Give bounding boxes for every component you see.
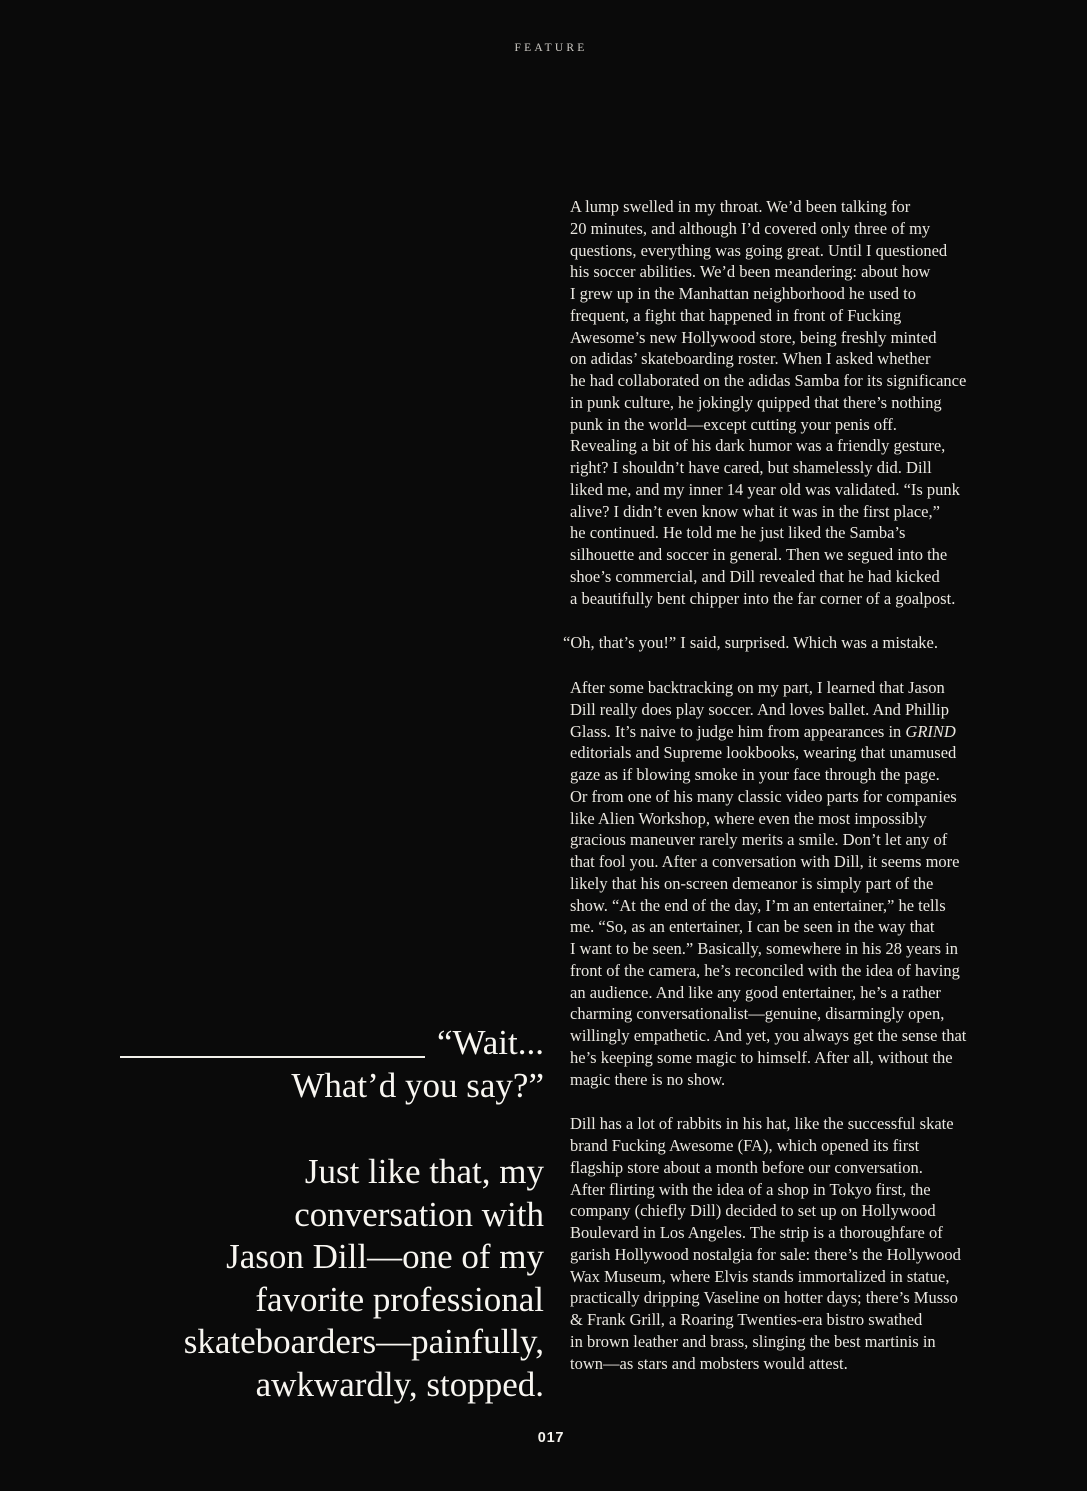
body-paragraph: “Oh, that’s you!” I said, surprised. Which was a mistake. [563, 633, 938, 653]
article-body [563, 196, 1010, 1397]
pull-quote-rule [120, 1056, 425, 1058]
body-paragraph: After some backtracking on my part, I learned that Jason Dill really does play soccer. And loves ballet. And Phillip Glass. It’s naive to judge him from appearances in GRIND editorials and Supreme lookbooks, wearing that unamused gaze as if blowing smoke in your face through the page. Or from one of his many classic video parts for companies like Alien Workshop, where even the most impossibly gracious maneuver rarely merits a smile. Don’t let any of that fool you. After a conversation with Dill, it seems more likely that his on-screen demeanor is simply part of the show. “At the end of the day, I’m an entertainer,” he tells me. “So, as an entertainer, I can be seen in the way that I want to be seen.” Basically, somewhere in his 28 years in front of the camera, he’s reconciled with the idea of having an audience. And like any good entertainer, he’s a rather charming conversationalist—genuine, disarmingly open, willingly empathetic. And yet, you always get the sense that he’s keeping some magic to himself. After all, without the magic there is no show. [570, 678, 967, 1089]
page-number: 017 [537, 1430, 565, 1446]
pull-quote-text: “Wait... What’d you say?” [291, 1023, 544, 1105]
body-paragraph: Dill has a lot of rabbits in his hat, like the successful skate brand Fucking Awesome (FA), which opened its first flagship store about a month before our conversation. After flirting with the idea of a shop in Tokyo first, the company (chiefly Dill) decided to set up on Hollywood Boulevard in Los Angeles. The strip is a thoroughfare of garish Hollywood nostalgia for sale: there’s the Hollywood Wax Museum, where Elvis stands immortalized in statue, practically dripping Vaseline on hotter days; there’s Musso & Frank Grill, a Roaring Twenties-era bistro swathed in brown leather and brass, slinging the best martinis in town—as stars and mobsters would attest. [570, 1114, 961, 1373]
pull-quote [100, 1022, 544, 1406]
body-paragraph: A lump swelled in my throat. We’d been talking for 20 minutes, and although I’d covered only three of my questions, everything was going great. Until I questioned his soccer abilities. We’d been meandering: about how I grew up in the Manhattan neighborhood he used to frequent, a fight that happened in front of Fucking Awesome’s new Hollywood store, being freshly minted on adidas’ skateboarding roster. When I asked whether he had collaborated on the adidas Samba for its significance in punk culture, he jokingly quipped that there’s nothing punk in the world—except cutting your penis off. Revealing a bit of his dark humor was a friendly gesture, right? I shouldn’t have cared, but shamelessly did. Dill liked me, and my inner 14 year old was validated. “Is punk alive? I didn’t even know what it was in the first place,” he continued. He told me he just liked the Samba’s silhouette and soccer in general. Then we segued into the shoe’s commercial, and Dill revealed that he had kicked a beautifully bent chipper into the far corner of a goalpost. [570, 197, 967, 608]
section-label: FEATURE [514, 42, 588, 54]
pull-quote-statement: Just like that, my conversation with Jason Dill—one of my favorite professional skateboarders—painfully, awkwardly, stopped. [183, 1152, 544, 1404]
